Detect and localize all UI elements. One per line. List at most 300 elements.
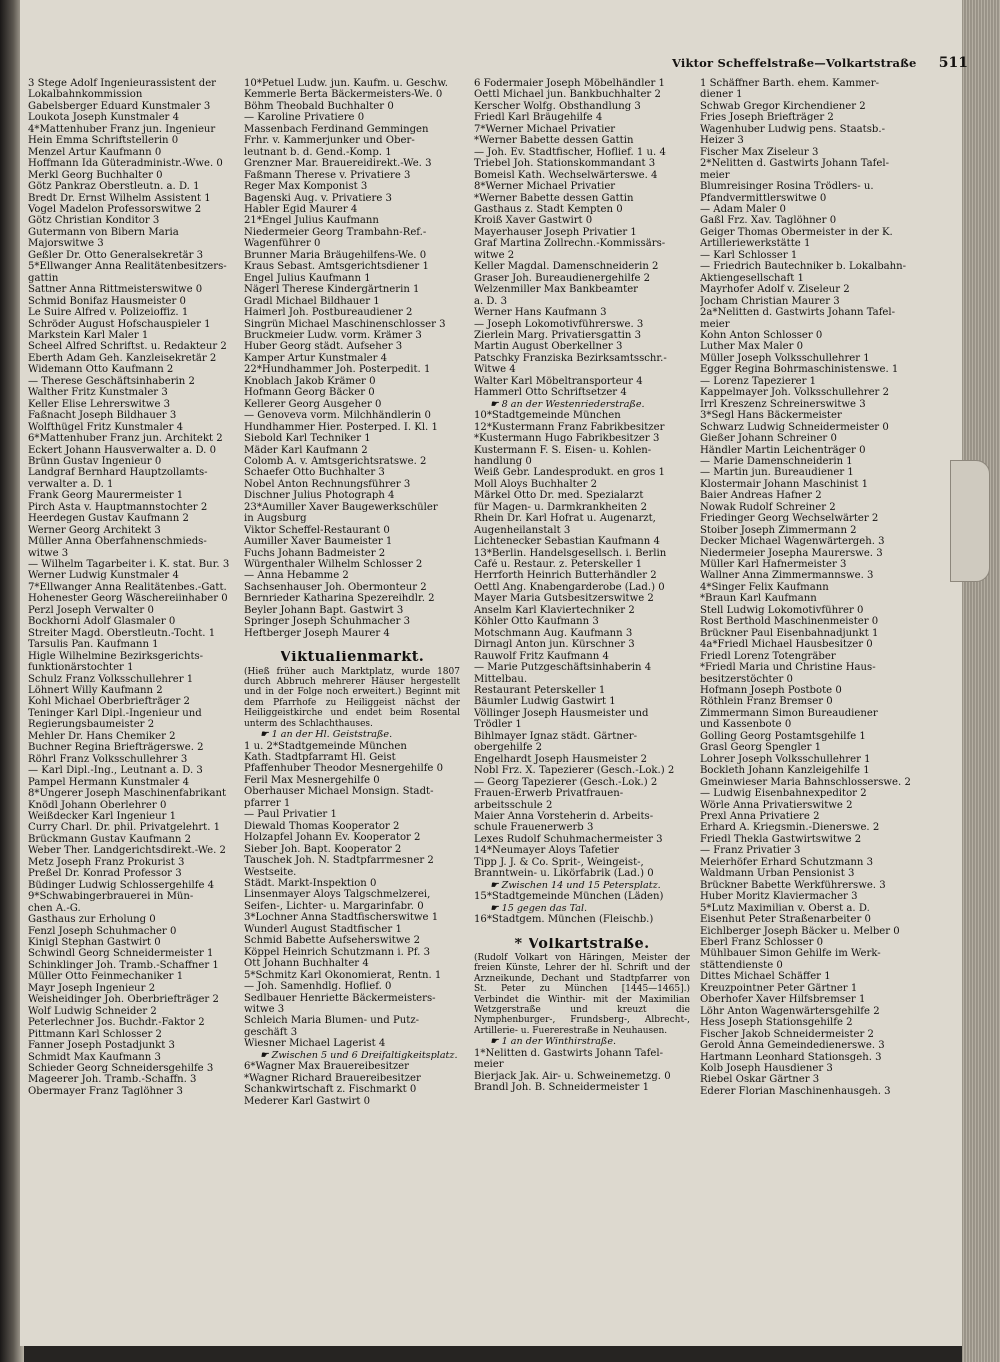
directory-entry: Bockleth Johann Kanzleigehilfe 1 bbox=[700, 765, 870, 777]
directory-entry: Rost Berthold Maschinenmeister 0 bbox=[700, 616, 879, 628]
directory-entry: Hess Joseph Stationsgehilfe 2 bbox=[700, 1017, 853, 1029]
pointer-text: 15 gegen das Tal. bbox=[501, 902, 588, 914]
section-note-volkartstrasse: (Rudolf Volkart von Häringen, Meister der freien Künste, Lehrer der hl. Schrift und der Arzneikunde, Dechant und Stadtpfarrer von St. Peter zu München [1445—1465].) Verbindet die Winthir- mit der Maximilian Wetzgerstraße und kreuzt die Nymphenburger-, Frundsberg-, Albrecht-, Artillerie- u. Fuererestraße in Neuhausen. bbox=[474, 952, 690, 1036]
directory-entry: für Magen- u. Darmkrankheiten 2 bbox=[474, 501, 648, 513]
directory-entry: Zimmermann Simon Bureaudiener bbox=[700, 707, 878, 719]
directory-entry: Fischer Jakob Schneidermeister 2 bbox=[700, 1028, 874, 1040]
directory-entry: a. D. 3 bbox=[474, 295, 508, 307]
col3e-entries bbox=[474, 1048, 690, 1094]
directory-entry: Brückmann Gustav Kaufmann 2 bbox=[28, 833, 192, 845]
directory-entry: 14*Neumayer Aloys Tafetier bbox=[474, 845, 619, 857]
page-number: 511 bbox=[938, 55, 968, 71]
pointer-text: Zwischen 5 und 6 Dreifaltigkeitsplatz. bbox=[271, 1049, 458, 1061]
directory-entry: Maier Anna Vorsteherin d. Arbeits- bbox=[474, 811, 654, 822]
directory-entry: Müller Otto Feinmechaniker 1 bbox=[28, 971, 184, 983]
directory-entry: Kemmerle Berta Bäckermeisters-We. 0 bbox=[244, 89, 443, 101]
col4-entries bbox=[700, 78, 916, 1097]
directory-entry: chen A.-G. bbox=[28, 902, 81, 914]
directory-entry: Blumreisinger Rosina Trödlers- u. bbox=[700, 181, 874, 193]
directory-entry: Erhard A. Kriegsmin.-Dienerswe. 2 bbox=[700, 822, 880, 834]
pointer-text: 1 an der Winthirstraße. bbox=[501, 1036, 617, 1048]
directory-entry: 5*Schmitz Karl Ökonomierat, Rentn. 1 bbox=[244, 969, 442, 981]
pointer-text: 1 an der Hl. Geiststraße. bbox=[271, 729, 393, 741]
directory-entry: Grasl Georg Spengler 1 bbox=[700, 742, 822, 754]
directory-entry: Dittes Michael Schäffer 1 bbox=[700, 971, 831, 983]
directory-entry: Bihlmayer Ignaz städt. Gärtner- bbox=[474, 730, 638, 742]
directory-entry: Landgraf Bernhard Hauptzollamts- bbox=[28, 467, 208, 479]
directory-entry: Brückner Paul Eisenbahnadjunkt 1 bbox=[700, 627, 879, 639]
col2c-entries bbox=[244, 1061, 460, 1107]
directory-entry: — Paul Privatier 1 bbox=[244, 809, 337, 821]
directory-entry: Rhein Dr. Karl Hofrat u. Augenarzt, bbox=[474, 513, 656, 525]
directory-entry: Schinklinger Joh. Tramb.-Schaffner 1 bbox=[28, 959, 219, 971]
pointer-winthirstrasse: ☛ 1 an der Winthirstraße. bbox=[490, 1036, 617, 1048]
directory-entry: Triebel Joh. Stationskommandant 3 bbox=[474, 158, 656, 170]
directory-entry: Nägerl Therese Kindergärtnerin 1 bbox=[244, 284, 420, 296]
directory-entry: Mayerhauser Joseph Privatier 1 bbox=[474, 226, 637, 238]
directory-entry: Ott Johann Buchhalter 4 bbox=[244, 958, 369, 970]
directory-entry: Mayrhofer Adolf v. Ziseleur 2 bbox=[700, 284, 850, 296]
directory-entry: — Karl Dipl.-Ing., Leutnant a. D. 3 bbox=[28, 765, 203, 777]
pointer-westenriederstrasse: ☛ 8 an der Westenriederstraße. bbox=[490, 398, 645, 410]
directory-entry: *Werner Babette dessen Gattin bbox=[474, 135, 634, 147]
directory-entry: Trödler 1 bbox=[474, 719, 522, 731]
directory-entry: Oettl Michael jun. Bankbuchhalter 2 bbox=[474, 89, 661, 101]
directory-entry: Bomeisl Kath. Wechselwärterswe. 4 bbox=[474, 169, 658, 181]
directory-entry: Gaßl Frz. Xav. Taglöhner 0 bbox=[700, 215, 837, 227]
directory-entry: handlung 0 bbox=[474, 455, 532, 467]
directory-entry: Schaefer Otto Buchhalter 3 bbox=[244, 467, 385, 479]
directory-entry: Markstein Karl Maler 1 bbox=[28, 329, 149, 341]
directory-entry: — Friedrich Bautechniker b. Lokalbahn- bbox=[700, 261, 907, 273]
directory-entry: Tauschek Joh. N. Stadtpfarrmesner 2 bbox=[244, 855, 434, 867]
directory-entry: 8*Ungerer Joseph Maschinenfabrikant bbox=[28, 788, 227, 800]
pointer-text: 8 an der Westenriederstraße. bbox=[501, 398, 645, 410]
directory-entry: — Martin jun. Bureaudiener 1 bbox=[700, 467, 854, 479]
directory-entry: Wunderl August Stadtfischer 1 bbox=[244, 923, 402, 935]
directory-entry: Gradl Michael Bildhauer 1 bbox=[244, 295, 380, 307]
directory-entry: und Kassenbote 0 bbox=[700, 719, 792, 731]
directory-entry: Artilleriewerkstätte 1 bbox=[700, 238, 811, 250]
directory-entry: Weißdecker Karl Ingenieur 1 bbox=[28, 811, 177, 822]
col2-entries bbox=[244, 78, 460, 639]
directory-entry: Heerdegen Gustav Kaufmann 2 bbox=[28, 513, 189, 525]
directory-entry: *Kustermann Hugo Fabrikbesitzer 3 bbox=[474, 433, 660, 445]
directory-entry: Sedlbauer Henriette Bäckermeisters- bbox=[244, 992, 436, 1004]
directory-entry: — Joh. Ev. Stadtfischer, Hoflief. 1 u. 4 bbox=[474, 146, 666, 158]
column-3 bbox=[474, 78, 690, 1310]
directory-entry: 3*Lochner Anna Stadtfischerswitwe 1 bbox=[244, 912, 439, 924]
directory-entry: Knoblach Jakob Krämer 0 bbox=[244, 375, 376, 387]
col3c-entries bbox=[474, 891, 690, 902]
directory-entry: Müller Karl Hafnermeister 3 bbox=[700, 559, 847, 571]
directory-entry: Geiger Thomas Obermeister in der K. bbox=[700, 226, 893, 238]
directory-entry: Scheel Alfred Schriftst. u. Redakteur 2 bbox=[28, 341, 227, 353]
directory-entry: Faßnacht Joseph Bildhauer 3 bbox=[28, 410, 177, 422]
col1-entries bbox=[28, 78, 244, 1097]
directory-entry: Graf Martina Zollrechn.-Kommissärs- bbox=[474, 238, 666, 250]
directory-entry: Motschmann Aug. Kaufmann 3 bbox=[474, 627, 633, 639]
page-header bbox=[672, 55, 968, 79]
directory-entry: Lohrer Joseph Volksschullehrer 1 bbox=[700, 753, 871, 765]
directory-entry: Regierungsbaumeister 2 bbox=[28, 719, 155, 731]
directory-entry: Kroiß Xaver Gastwirt 0 bbox=[474, 215, 593, 227]
directory-entry: Werner Hans Kaufmann 3 bbox=[474, 307, 607, 319]
directory-entry: Bagenski Aug. v. Privatiere 3 bbox=[244, 192, 392, 204]
directory-entry: Grenzner Mar. Brauereidirekt.-We. 3 bbox=[244, 158, 432, 170]
directory-entry: Mayr Joseph Ingenieur 2 bbox=[28, 982, 156, 994]
directory-entry: Anselm Karl Klaviertechniker 2 bbox=[474, 604, 635, 616]
directory-entry: Kamper Artur Kunstmaler 4 bbox=[244, 352, 388, 364]
directory-entry: 5*Ellwanger Anna Realitätenbesitzers- bbox=[28, 261, 227, 273]
directory-entry: Röhrl Franz Volksschullehrer 3 bbox=[28, 753, 188, 765]
directory-entry: Hoffmann Ida Güteradministr.-Wwe. 0 bbox=[28, 158, 223, 170]
column-2 bbox=[244, 78, 460, 1310]
directory-entry: Hartmann Leonhard Stationsgeh. 3 bbox=[700, 1051, 882, 1063]
directory-entry: — Marie Putzgeschäftsinhaberin 4 bbox=[474, 662, 652, 674]
directory-entry: schule Frauenerwerb 3 bbox=[474, 822, 594, 834]
section-note-viktualienmarkt: (Hieß früher auch Marktplatz, wurde 1807 durch Abbruch mehrerer Häuser hergestellt und in der Folge noch erweitert.) Beginnt mit dem Pfarrhofe zu Heiliggeist nächst der Heiliggeistkirche und endet beim Rosental unterm des Schlachthauses. bbox=[244, 666, 460, 729]
directory-entry: Kraus Sebast. Amtsgerichtsdiener 1 bbox=[244, 261, 429, 273]
directory-entry: Viktor Scheffel-Restaurant 0 bbox=[244, 524, 390, 536]
directory-entry: — Ludwig Eisenbahnexpeditor 2 bbox=[700, 788, 867, 800]
pointer-petersplatz: ☛ Zwischen 14 und 15 Petersplatz. bbox=[490, 879, 661, 891]
directory-entry: Lokalbahnkommission bbox=[28, 89, 143, 101]
directory-entry: Gmeinwieser Maria Bahnschlosserswe. 2 bbox=[700, 776, 911, 788]
directory-entry: Fanner Joseph Postadjunkt 3 bbox=[28, 1040, 175, 1052]
directory-entry: Widemann Otto Kaufmann 2 bbox=[28, 364, 174, 376]
directory-entry: Aktiengesellschaft 1 bbox=[700, 272, 804, 284]
directory-entry: *Friedl Maria und Christine Haus- bbox=[700, 662, 876, 674]
directory-entry: Gießer Johann Schreiner 0 bbox=[700, 433, 837, 445]
directory-entry: Brunner Maria Bräugehilfens-We. 0 bbox=[244, 249, 427, 261]
directory-entry: in Augsburg bbox=[244, 513, 307, 525]
directory-entry: Schleich Maria Blumen- und Putz- bbox=[244, 1015, 420, 1027]
directory-entry: meier bbox=[700, 169, 730, 181]
directory-entry: Schmid Babette Aufseherswitwe 2 bbox=[244, 935, 421, 947]
directory-entry: Irrl Kreszenz Schreinerswitwe 3 bbox=[700, 398, 866, 410]
directory-entry: 10*Stadtgemeinde München bbox=[474, 410, 621, 422]
directory-entry: Nobl Frz. X. Tapezierer (Gesch.-Lok.) 2 bbox=[474, 765, 675, 777]
directory-entry: leutnant b. d. Gend.-Komp. 1 bbox=[244, 146, 392, 158]
directory-entry: Holzapfel Johann Ev. Kooperator 2 bbox=[244, 832, 421, 844]
directory-entry: Schankwirtschaft z. Fischmarkt 0 bbox=[244, 1084, 417, 1096]
directory-entry: 9*Schwabingerbrauerei in Mün- bbox=[28, 891, 194, 903]
pointer-hl-geiststrasse: ☛ 1 an der Hl. Geiststraße. bbox=[260, 729, 393, 741]
directory-entry: Ederer Florian Maschinenhausgeh. 3 bbox=[700, 1085, 891, 1097]
col3d-entries bbox=[474, 914, 690, 925]
directory-entry: Gasthaus zur Erholung 0 bbox=[28, 914, 156, 926]
directory-entry: Kreuzpointner Peter Gärtner 1 bbox=[700, 982, 858, 994]
directory-entry: Schröder August Hofschauspieler 1 bbox=[28, 318, 211, 330]
directory-entry: Büdinger Ludwig Schlossergehilfe 4 bbox=[28, 879, 215, 891]
directory-entry: Majorswitwe 3 bbox=[28, 238, 104, 250]
directory-entry: 2*Nelitten d. Gastwirts Johann Tafel- bbox=[700, 158, 890, 170]
directory-entry: diener 1 bbox=[700, 89, 743, 101]
directory-entry: Preßel Dr. Konrad Professor 3 bbox=[28, 868, 182, 880]
directory-entry: Aumiller Xaver Baumeister 1 bbox=[244, 536, 393, 548]
directory-entry: Löhnert Willy Kaufmann 2 bbox=[28, 685, 163, 697]
directory-entry: Tarsulis Pan. Kaufmann 1 bbox=[28, 639, 159, 651]
directory-entry: Mageerer Joh. Tramb.-Schaffn. 3 bbox=[28, 1074, 197, 1086]
directory-entry: Gasthaus z. Stadt Kempten 0 bbox=[474, 203, 623, 215]
directory-entry: Pfandvermittlerswitwe 0 bbox=[700, 192, 827, 204]
directory-entry: Huber Georg städt. Aufseher 3 bbox=[244, 341, 403, 353]
running-head: Viktor Scheffelstraße—Volkartstraße bbox=[672, 56, 917, 70]
directory-entry: Pfaffenhuber Theodor Mesnergehilfe 0 bbox=[244, 763, 444, 775]
directory-entry: Weber Ther. Landgerichtsdirekt.-We. 2 bbox=[28, 845, 226, 857]
directory-entry: Hofmann Joseph Postbote 0 bbox=[700, 685, 842, 697]
directory-entry: Niedermeier Georg Trambahn-Ref.- bbox=[244, 226, 427, 238]
directory-entry: Gutermann von Bibern Maria bbox=[28, 226, 179, 238]
directory-entry: 13*Berlin. Handelsgesellsch. i. Berlin bbox=[474, 547, 667, 559]
directory-entry: Heftberger Joseph Maurer 4 bbox=[244, 627, 390, 639]
directory-entry: — Therese Geschäftsinhaberin 2 bbox=[28, 375, 195, 387]
directory-entry: — Anna Hebamme 2 bbox=[244, 570, 349, 582]
directory-entry: Löhr Anton Wagenwärtersgehilfe 2 bbox=[700, 1005, 880, 1017]
directory-entry: stättendienste 0 bbox=[700, 959, 783, 971]
directory-entry: 22*Hundhammer Joh. Posterpedit. 1 bbox=[244, 364, 431, 376]
directory-entry: Schmid Bonifaz Hausmeister 0 bbox=[28, 295, 186, 307]
directory-entry: Eckert Johann Hausverwalter a. D. 0 bbox=[28, 444, 217, 456]
directory-entry: Brandl Joh. B. Schneidermeister 1 bbox=[474, 1082, 650, 1094]
directory-entry: witwe 2 bbox=[474, 249, 515, 261]
directory-entry: Springer Joseph Schuhmacher 3 bbox=[244, 616, 411, 628]
directory-entry: Walter Karl Möbeltransporteur 4 bbox=[474, 375, 643, 387]
directory-entry: Knödl Johann Oberlehrer 0 bbox=[28, 799, 167, 811]
directory-entry: Engelhardt Joseph Hausmeister 2 bbox=[474, 753, 647, 765]
directory-entry: Eberth Adam Geh. Kanzleisekretär 2 bbox=[28, 352, 217, 364]
directory-entry: 6*Mattenhuber Franz jun. Architekt 2 bbox=[28, 433, 223, 445]
directory-entry: arbeitsschule 2 bbox=[474, 799, 553, 811]
directory-entry: Faßmann Therese v. Privatiere 3 bbox=[244, 169, 411, 181]
directory-entry: Götz Pankraz Oberstleutn. a. D. 1 bbox=[28, 181, 200, 193]
directory-entry: Patschky Franziska Bezirksamtsschr.- bbox=[474, 352, 667, 364]
directory-entry: *Wagner Richard Brauereibesitzer bbox=[244, 1072, 421, 1084]
directory-entry: 5*Lutz Maximilian v. Oberst a. D. bbox=[700, 902, 870, 914]
directory-entry: Eisenhut Peter Straßenarbeiter 0 bbox=[700, 914, 871, 926]
directory-entry: Golling Georg Postamtsgehilfe 1 bbox=[700, 730, 866, 742]
directory-entry: Keller Elise Lehrerswitwe 3 bbox=[28, 398, 171, 410]
directory-entry: *Werner Babette dessen Gattin bbox=[474, 192, 634, 204]
section-title-volkartstrasse: * Volkartstraße. bbox=[514, 937, 650, 949]
directory-entry: Colomb A. v. Amtsgerichtsratswe. 2 bbox=[244, 455, 427, 467]
directory-entry: Lexes Rudolf Schuhmachermeister 3 bbox=[474, 833, 663, 845]
section-title-viktualienmarkt: Viktualienmarkt. bbox=[279, 651, 425, 663]
directory-entry: 3 Stege Adolf Ingenieurassistent der bbox=[28, 78, 217, 89]
directory-entry: Witwe 4 bbox=[474, 364, 516, 376]
directory-entry: Waldmann Urban Pensionist 3 bbox=[700, 868, 855, 880]
directory-entry: Mäder Karl Kaufmann 2 bbox=[244, 444, 368, 456]
directory-entry: Schwab Gregor Kirchendiener 2 bbox=[700, 100, 866, 112]
directory-entry: Graser Joh. Bureaudienergehilfe 2 bbox=[474, 272, 651, 284]
directory-entry: Decker Michael Wagenwärtergeh. 3 bbox=[700, 536, 885, 548]
directory-entry: gattin bbox=[28, 272, 59, 284]
directory-entry: Hofmann Georg Bäcker 0 bbox=[244, 387, 375, 399]
directory-entry: funktionärstochter 1 bbox=[28, 662, 134, 674]
col2b-entries bbox=[244, 741, 460, 1050]
directory-entry: Riebel Oskar Gärtner 3 bbox=[700, 1074, 820, 1086]
directory-entry: Diewald Thomas Kooperator 2 bbox=[244, 820, 400, 832]
directory-entry: Wagenführer 0 bbox=[244, 238, 321, 250]
directory-entry: Pampel Hermann Kunstmaler 4 bbox=[28, 776, 190, 788]
directory-entry: Eberl Franz Schlosser 0 bbox=[700, 936, 824, 948]
directory-entry: Moll Aloys Buchhalter 2 bbox=[474, 478, 598, 490]
directory-entry: Curry Charl. Dr. phil. Privatgelehrt. 1 bbox=[28, 822, 221, 834]
directory-entry: Wolfthügel Fritz Kunstmaler 4 bbox=[28, 421, 184, 433]
directory-entry: Egger Regina Bohrmaschinistenswe. 1 bbox=[700, 364, 899, 376]
directory-entry: Massenbach Ferdinand Gemmingen bbox=[244, 123, 429, 135]
directory-entry: Brünn Gustav Ingenieur 0 bbox=[28, 455, 162, 467]
directory-entry: Friedl Karl Bräugehilfe 4 bbox=[474, 112, 603, 124]
directory-entry: 6 Fodermaier Joseph Möbelhändler 1 bbox=[474, 78, 665, 89]
directory-entry: Frhr. v. Kammerjunker und Ober- bbox=[244, 135, 415, 147]
directory-entry: Friedinger Georg Wechselwärter 2 bbox=[700, 513, 879, 525]
directory-entry: Oberhofer Xaver Hilfsbremser 1 bbox=[700, 994, 866, 1006]
directory-entry: Röthlein Franz Bremser 0 bbox=[700, 696, 833, 708]
directory-entry: Herrforth Heinrich Butterhändler 2 bbox=[474, 570, 657, 582]
directory-entry: Jocham Christian Maurer 3 bbox=[700, 295, 840, 307]
directory-entry: 7*Ellwanger Anna Realitätenbes.-Gatt. bbox=[28, 581, 227, 593]
directory-entry: Köhler Otto Kaufmann 3 bbox=[474, 616, 599, 628]
directory-entry: Weisheidinger Joh. Oberbriefträger 2 bbox=[28, 994, 219, 1006]
directory-entry: 23*Aumiller Xaver Baugewerkschüler bbox=[244, 501, 438, 513]
directory-entry: Frauen-Erwerb Privatfrauen- bbox=[474, 788, 624, 800]
directory-entry: Brückner Babette Werkführerswe. 3 bbox=[700, 879, 886, 891]
book-page-edges bbox=[962, 0, 1000, 1362]
directory-entry: Geßler Dr. Otto Generalsekretär 3 bbox=[28, 249, 204, 261]
directory-entry: Perzl Joseph Verwalter 0 bbox=[28, 604, 154, 616]
directory-entry: Tipp J. J. & Co. Sprit-, Weingeist-, bbox=[474, 856, 644, 868]
directory-entry: Kappelmayer Joh. Volksschullehrer 2 bbox=[700, 387, 890, 399]
directory-entry: *Braun Karl Kaufmann bbox=[700, 593, 817, 605]
directory-entry: Augenheilanstalt 3 bbox=[474, 524, 571, 536]
directory-entry: 1 u. 2*Stadtgemeinde München bbox=[244, 740, 407, 752]
directory-entry: Kinigl Stephan Gastwirt 0 bbox=[28, 936, 161, 948]
directory-entry: Singrün Michael Maschinenschlosser 3 bbox=[244, 318, 446, 330]
directory-entry: Schieder Georg Schneidersgehilfe 3 bbox=[28, 1062, 214, 1074]
directory-entry: — Franz Privatier 3 bbox=[700, 845, 801, 857]
directory-entry: Zierlein Marg. Privatiersgattin 3 bbox=[474, 329, 642, 341]
directory-entry: Welzenmiller Max Bankbeamter bbox=[474, 284, 638, 296]
directory-entry: Fenzl Joseph Schuhmacher 0 bbox=[28, 925, 177, 937]
directory-entry: — Marie Damenschneiderin 1 bbox=[700, 455, 853, 467]
directory-entry: Meierhöfer Erhard Schutzmann 3 bbox=[700, 856, 874, 868]
directory-entry: Kolb Joseph Hausdiener 3 bbox=[700, 1062, 833, 1074]
directory-entry: — Joh. Samenhdlg. Hoflief. 0 bbox=[244, 981, 392, 993]
directory-entry: Märkel Otto Dr. med. Spezialarzt bbox=[474, 490, 644, 502]
directory-entry: Mühlbauer Simon Gehilfe im Werk- bbox=[700, 948, 881, 960]
directory-entry: Städt. Markt-Inspektion 0 bbox=[244, 877, 377, 889]
directory-entry: Kath. Stadtpfarramt Hl. Geist bbox=[244, 752, 396, 763]
directory-entry: Dischner Julius Photograph 4 bbox=[244, 490, 395, 502]
directory-entry: Schmidt Max Kaufmann 3 bbox=[28, 1051, 161, 1063]
directory-entry: Bredt Dr. Ernst Wilhelm Assistent 1 bbox=[28, 192, 211, 204]
directory-entry: 4*Singer Felix Kaufmann bbox=[700, 581, 829, 593]
directory-entry: Wagenhuber Ludwig pens. Staatsb.- bbox=[700, 123, 885, 135]
col3-entries bbox=[474, 78, 690, 399]
directory-entry: witwe 3 bbox=[28, 547, 69, 559]
directory-entry: meier bbox=[474, 1059, 504, 1071]
directory-entry: 2a*Nelitten d. Gastwirts Johann Tafel- bbox=[700, 307, 896, 319]
directory-entry: Böhm Theobald Buchhalter 0 bbox=[244, 100, 394, 112]
directory-entry: 6*Wagner Max Brauereibesitzer bbox=[244, 1061, 409, 1073]
pointer-text: Zwischen 14 und 15 Petersplatz. bbox=[501, 879, 661, 891]
directory-entry: Fuchs Johann Badmeister 2 bbox=[244, 547, 386, 559]
directory-entry: Prexl Anna Privatiere 2 bbox=[700, 811, 820, 822]
directory-entry: Wolf Ludwig Schneider 2 bbox=[28, 1005, 157, 1017]
directory-entry: Bruckmeier Ludw. vorm. Krämer 3 bbox=[244, 329, 422, 341]
directory-entry: Bernrieder Katharina Spezereihdlr. 2 bbox=[244, 593, 435, 605]
directory-entry: Loukota Joseph Kunstmaler 4 bbox=[28, 112, 180, 124]
directory-entry: pfarrer 1 bbox=[244, 797, 291, 809]
directory-entry: Peterlechner Jos. Buchdr.-Faktor 2 bbox=[28, 1017, 205, 1029]
directory-entry: Mederer Karl Gastwirt 0 bbox=[244, 1095, 371, 1107]
directory-entry: Bockhorni Adolf Glasmaler 0 bbox=[28, 616, 176, 628]
directory-entry: geschäft 3 bbox=[244, 1026, 298, 1038]
directory-entry: Hundhammer Hier. Posterped. I. Kl. 1 bbox=[244, 421, 438, 433]
thumb-index-tab bbox=[950, 460, 990, 582]
directory-entry: Kohn Anton Schlosser 0 bbox=[700, 329, 823, 341]
directory-entry: Würgenthaler Wilhelm Schlosser 2 bbox=[244, 559, 423, 571]
directory-entry: Sattner Anna Rittmeisterswitwe 0 bbox=[28, 284, 203, 296]
directory-entry: Friedl Thekla Gastwirtswitwe 2 bbox=[700, 833, 862, 845]
directory-entry: Müller Anna Oberfahnenschmieds- bbox=[28, 536, 207, 548]
directory-entry: Teninger Karl Dipl.-Ingenieur und bbox=[28, 707, 202, 719]
directory-entry: Wiesner Michael Lagerist 4 bbox=[244, 1038, 386, 1050]
directory-entry: Huber Moritz Klaviermacher 3 bbox=[700, 891, 858, 903]
directory-entry: Oettl Ang. Knabengarderobe (Lad.) 0 bbox=[474, 581, 665, 593]
directory-entry: Restaurant Peterskeller 1 bbox=[474, 685, 606, 697]
directory-entry: Klostermair Johann Maschinist 1 bbox=[700, 478, 869, 490]
directory-entry: Mittelbau. bbox=[474, 673, 528, 685]
directory-entry: Mehler Dr. Hans Chemiker 2 bbox=[28, 730, 176, 742]
directory-entry: Branntwein- u. Likörfabrik (Lad.) 0 bbox=[474, 868, 654, 880]
directory-entry: Weiß Gebr. Landesprodukt. en gros 1 bbox=[474, 467, 665, 479]
directory-entry: 10*Petuel Ludw. jun. Kaufm. u. Geschw. bbox=[244, 78, 448, 89]
directory-entry: — Karl Schlosser 1 bbox=[700, 249, 798, 261]
directory-entry: Seifen-, Lichter- u. Margarinfabr. 0 bbox=[244, 900, 424, 912]
directory-entry: Wallner Anna Zimmermannswe. 3 bbox=[700, 570, 874, 582]
directory-entry: Werner Georg Architekt 3 bbox=[28, 524, 161, 536]
directory-entry: 3*Segl Hans Bäckermeister bbox=[700, 410, 842, 422]
directory-entry: verwalter a. D. 1 bbox=[28, 478, 114, 490]
directory-entry: Eichlberger Joseph Bäcker u. Melber 0 bbox=[700, 925, 900, 937]
directory-entry: Le Suire Alfred v. Polizeioffiz. 1 bbox=[28, 307, 189, 319]
directory-entry: Vogel Madelon Professorswitwe 2 bbox=[28, 203, 202, 215]
directory-entry: Müller Joseph Volksschullehrer 1 bbox=[700, 352, 870, 364]
column-1 bbox=[28, 78, 244, 1310]
pointer-dreifaltigkeitsplatz: ☛ Zwischen 5 und 6 Dreifaltigkeitsplatz. bbox=[260, 1049, 458, 1061]
directory-entry: — Lorenz Tapezierer 1 bbox=[700, 375, 817, 387]
directory-entry: Sachsenhauser Joh. Obermonteur 2 bbox=[244, 581, 427, 593]
directory-entry: Streiter Magd. Oberstleutn.-Tocht. 1 bbox=[28, 627, 216, 639]
directory-entry: 1*Nelitten d. Gastwirts Johann Tafel- bbox=[474, 1047, 664, 1059]
directory-entry: Bierjack Jak. Air- u. Schweinemetzg. 0 bbox=[474, 1070, 671, 1082]
directory-entry: Baier Andreas Hafner 2 bbox=[700, 490, 822, 502]
pointer-tal: ☛ 15 gegen das Tal. bbox=[490, 902, 588, 914]
directory-entry: Merkl Georg Buchhalter 0 bbox=[28, 169, 163, 181]
directory-entry: Lichtenecker Sebastian Kaufmann 4 bbox=[474, 536, 660, 548]
directory-entry: Fries Joseph Briefträger 2 bbox=[700, 112, 834, 124]
directory-entry: — Karoline Privatiere 0 bbox=[244, 112, 365, 124]
directory-entry: Mayer Maria Gutsbesitzerswitwe 2 bbox=[474, 593, 654, 605]
directory-entry: besitzerstöchter 0 bbox=[700, 673, 793, 685]
directory-entry: Werner Ludwig Kunstmaler 4 bbox=[28, 570, 179, 582]
directory-entry: — Genoveva vorm. Milchhändlerin 0 bbox=[244, 410, 431, 422]
directory-entry: Metz Joseph Franz Prokurist 3 bbox=[28, 856, 185, 868]
directory-entry: Nowak Rudolf Schreiner 2 bbox=[700, 501, 836, 513]
